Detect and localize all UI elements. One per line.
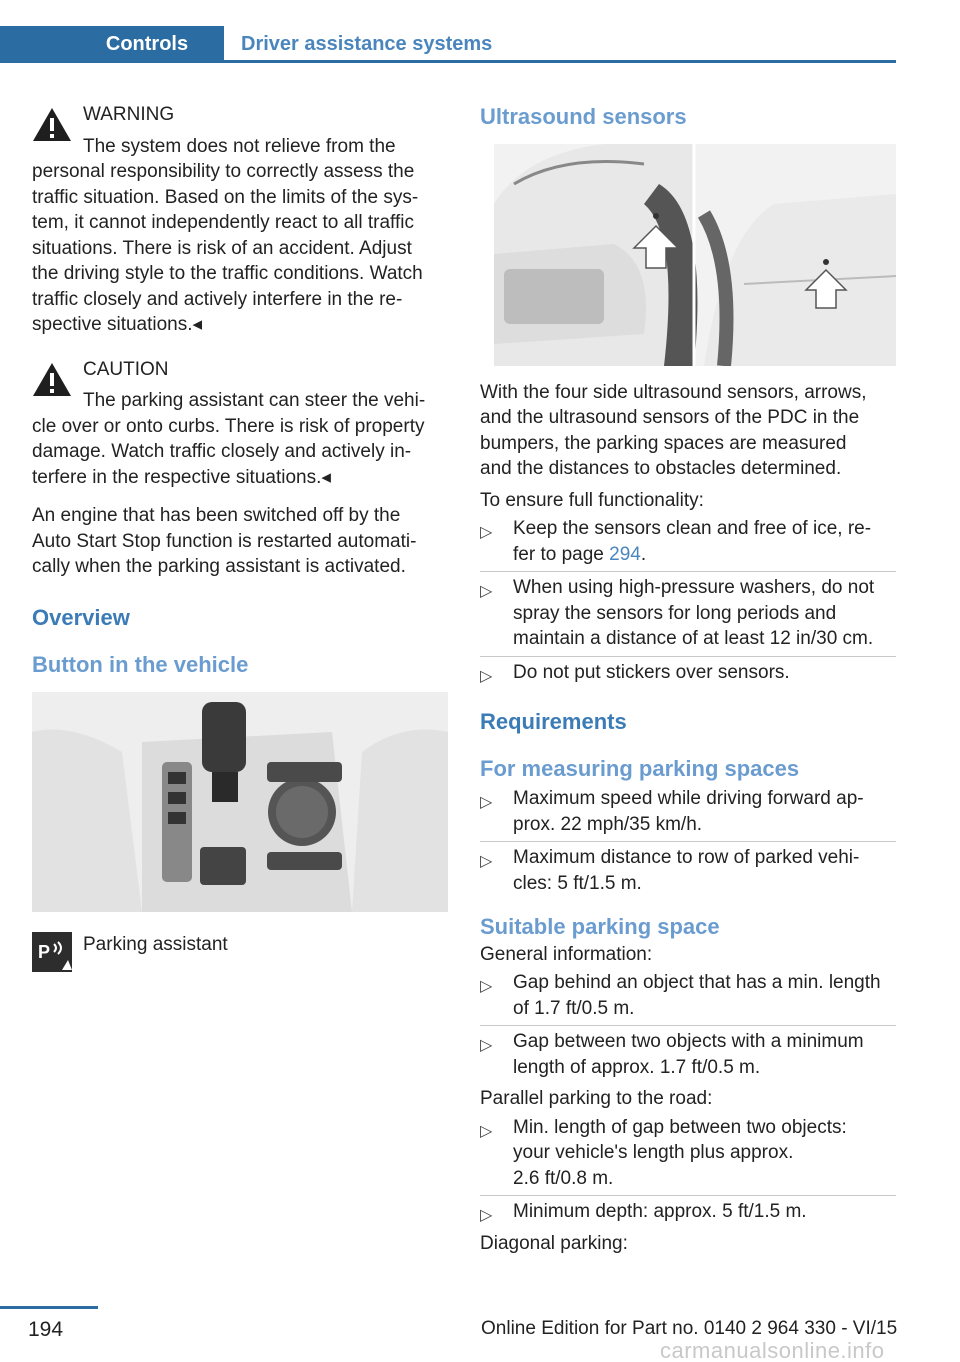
page-number: 194 [28, 1318, 64, 1341]
diagonal-intro: Diagonal parking: [480, 1232, 628, 1254]
caution-line: damage. Watch traffic closely and actively in- [32, 441, 412, 462]
general-info-label: General information: [480, 943, 653, 965]
list-bullet-icon: ▷ [480, 1037, 493, 1054]
list-item [480, 967, 896, 1026]
warning-notice [32, 96, 448, 338]
caution-line: The parking assistant can steer the vehi- [83, 390, 426, 411]
svg-text:P: P [38, 941, 51, 962]
list-item-line: cles: 5 ft/1.5 m. [513, 872, 642, 894]
parking-assistant-icon [32, 932, 72, 972]
center-console-image [32, 692, 448, 912]
engine-line: Auto Start Stop function is restarted automati- [32, 530, 417, 552]
warning-line: spective situations.◂ [32, 314, 203, 335]
engine-paragraph [32, 503, 448, 580]
list-bullet-icon: ▷ [480, 524, 493, 541]
sensors-line: and the distances to obstacles determined. [480, 458, 842, 479]
list-item [480, 1026, 896, 1084]
general-list [480, 967, 896, 1084]
watermark-text: carmanualsonline.info [660, 1338, 885, 1362]
list-item [480, 1196, 896, 1229]
header-rule [0, 60, 896, 63]
functionality-list [480, 513, 896, 689]
warning-line: tem, it cannot independently react to all traffic [32, 212, 414, 233]
list-item-line: Maximum distance to row of parked vehi- [513, 847, 860, 868]
warning-triangle-icon [32, 106, 72, 142]
list-item-line: of 1.7 ft/0.5 m. [513, 997, 635, 1019]
warning-line: traffic closely and actively interfere in the re- [32, 288, 403, 310]
list-bullet-icon: ▷ [480, 853, 493, 870]
warning-line: the driving style to the traffic conditions. Watch [32, 263, 423, 284]
warning-triangle-icon [32, 361, 72, 397]
list-bullet-icon: ▷ [480, 794, 493, 811]
sensors-line: and the ultrasound sensors of the PDC in the [480, 407, 860, 428]
measuring-list [480, 783, 896, 900]
list-item [480, 783, 896, 842]
list-bullet-icon: ▷ [480, 667, 493, 685]
right-column [480, 96, 896, 1256]
engine-line: An engine that has been switched off by the [32, 505, 401, 526]
edition-text: Online Edition for Part no. 0140 2 964 330 - VI/15 [481, 1318, 898, 1339]
button-heading: Button in the vehicle [32, 652, 249, 677]
suitable-heading: Suitable parking space [480, 914, 720, 939]
caution-label: CAUTION [83, 358, 169, 380]
requirements-heading: Requirements [480, 709, 627, 734]
engine-line: cally when the parking assistant is activated. [32, 556, 406, 577]
list-item-line: fer to page [513, 543, 610, 565]
list-item [480, 657, 896, 690]
list-item-punct: . [640, 543, 647, 565]
sensors-line: bumpers, the parking spaces are measured [480, 432, 847, 454]
parallel-intro: Parallel parking to the road: [480, 1088, 713, 1109]
list-item-line: prox. 22 mph/35 km/h. [513, 813, 703, 835]
list-item [480, 513, 896, 572]
parking-assistant-row [32, 930, 448, 974]
list-item [480, 842, 896, 900]
page-header [0, 26, 896, 62]
sensors-line: With the four side ultrasound sensors, arrows, [480, 381, 867, 403]
list-bullet-icon: ▷ [480, 1207, 493, 1224]
warning-label: WARNING [83, 104, 175, 125]
warning-line: situations. There is risk of an accident. Adjust [32, 237, 412, 259]
center-console-illustration [32, 692, 448, 912]
caution-line: terfere in the respective situations.◂ [32, 466, 331, 488]
functionality-intro: To ensure full functionality: [480, 489, 704, 511]
left-column [32, 96, 448, 974]
caution-notice [32, 351, 448, 491]
ultrasound-sensors-image [494, 144, 896, 366]
warning-line: traffic situation. Based on the limits of the sys- [32, 186, 419, 208]
list-bullet-icon: ▷ [480, 583, 493, 600]
footer-rule [0, 1306, 98, 1309]
warning-line: The system does not relieve from the [83, 135, 396, 157]
list-item [480, 572, 896, 657]
measuring-heading: For measuring parking spaces [480, 755, 800, 781]
list-bullet-icon: ▷ [480, 1122, 493, 1140]
list-item-line: length of approx. 1.7 ft/0.5 m. [513, 1056, 761, 1078]
list-item-line: your vehicle's length plus approx. [513, 1142, 794, 1163]
sensors-paragraph [480, 380, 896, 482]
overview-heading: Overview [32, 604, 130, 630]
list-item-line: When using high-pressure washers, do not [513, 577, 875, 598]
page-reference-link[interactable]: 294 [609, 543, 641, 565]
caution-line: cle over or onto curbs. There is risk of property [32, 415, 425, 437]
warning-line: personal responsibility to correctly assess the [32, 161, 415, 182]
parking-assistant-label: Parking assistant [83, 933, 228, 955]
parallel-list [480, 1112, 896, 1229]
list-item-line: Gap between two objects with a minimum [513, 1031, 864, 1052]
list-item-line: maintain a distance of at least 12 in/30 cm. [513, 628, 874, 649]
list-item-line: spray the sensors for long periods and [513, 602, 837, 624]
list-item-line: Gap behind an object that has a min. length [513, 972, 881, 993]
list-item-line: Minimum depth: approx. 5 ft/1.5 m. [513, 1201, 807, 1222]
list-item-line: 2.6 ft/0.8 m. [513, 1167, 614, 1189]
list-item-line: Maximum speed while driving forward ap- [513, 788, 864, 809]
list-item-line: Keep the sensors clean and free of ice, re- [513, 518, 872, 539]
list-bullet-icon: ▷ [480, 978, 493, 995]
header-chapter-title: Driver assistance systems [241, 33, 493, 55]
list-item-line: Do not put stickers over sensors. [513, 661, 790, 683]
sensors-heading: Ultrasound sensors [480, 104, 687, 129]
sensors-illustration [494, 144, 896, 366]
list-item-line: Min. length of gap between two objects: [513, 1116, 847, 1138]
list-item [480, 1112, 896, 1197]
header-section-tab: Controls [0, 26, 224, 62]
